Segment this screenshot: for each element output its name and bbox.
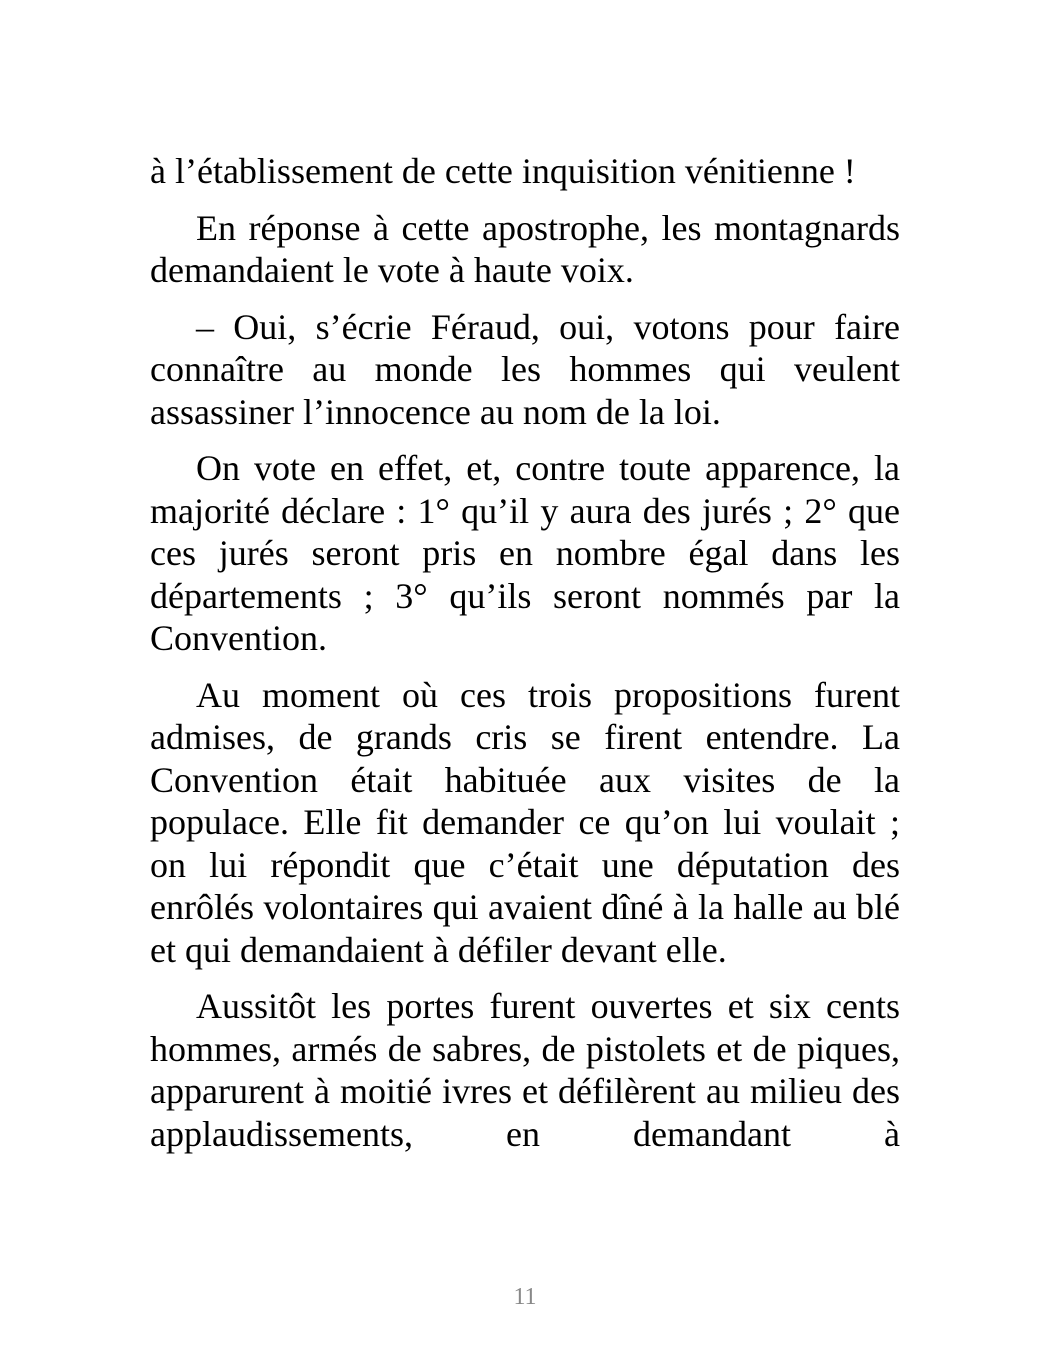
paragraph: On vote en effet, et, contre toute apparence, la majorité déclare : 1° qu’il y aura des jurés ; 2° que ces jurés seront pris en nombre égal dans les départements ; 3° qu’ils seront nommés par la Convention. xyxy=(150,448,900,658)
paragraph-dialogue: – Oui, s’écrie Féraud, oui, votons pour faire connaître au monde les hommes qui veulent assassiner l’innocence au nom de la loi. xyxy=(150,306,900,432)
page-number: 11 xyxy=(513,1284,537,1310)
paragraph: Au moment où ces trois propositions furent admises, de grands cris se firent entendre. La Convention était habituée aux visites de la populace. Elle fit demander ce qu’on lui voulait ; on lui répondit que c’était une députation des enrôlés volontaires qui avaient dîné à la halle au blé et qui demandaient à défiler devant elle. xyxy=(150,674,900,970)
paragraph-continues: Aussitôt les portes furent ouvertes et six cents hommes, armés de sabres, de pistolets et de piques, apparurent à moitié ivres et défilèrent au milieu des applaudissements, en demandant à xyxy=(150,986,900,1154)
paragraph-continuation: à l’établissement de cette inquisition vénitienne ! xyxy=(150,151,856,191)
page-body xyxy=(150,150,900,1169)
paragraph: En réponse à cette apostrophe, les montagnards demandaient le vote à haute voix. xyxy=(150,207,900,290)
